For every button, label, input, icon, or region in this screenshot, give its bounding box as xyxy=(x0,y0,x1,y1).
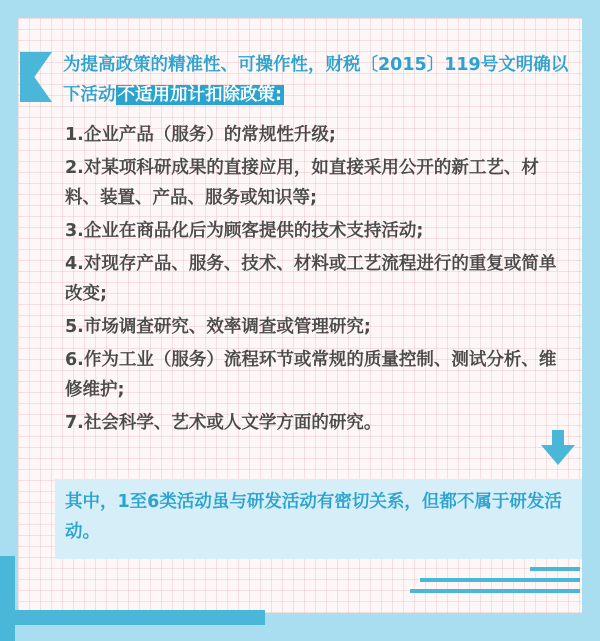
note-text: 其中，1至6类活动虽与研发活动有密切关系，但都不属于研发活动。 xyxy=(65,492,562,542)
decor-dash xyxy=(530,567,580,571)
list-item: 2.对某项科研成果的直接应用，如直接采用公开的新工艺、材料、装置、产品、服务或知识等; xyxy=(65,158,539,208)
arrow-down-icon xyxy=(541,430,575,466)
activity-list xyxy=(65,120,573,441)
decor-bar-left xyxy=(0,556,15,641)
decor-bar-bottom xyxy=(0,610,265,625)
intro-paragraph xyxy=(63,50,573,110)
list-item: 6.作为工业（服务）流程环节或常规的质量控制、测试分析、维修维护; xyxy=(65,350,557,400)
list-item: 1.企业产品（服务）的常规性升级; xyxy=(65,125,336,145)
decor-dash xyxy=(420,578,580,582)
intro-text: 为提高政策的精准性、可操作性，财税〔2015〕119号文明确以下活动 xyxy=(63,55,569,105)
list-item: 7.社会科学、艺术或人文学方面的研究。 xyxy=(65,413,382,433)
list-item: 3.企业在商品化后为顾客提供的技术支持活动; xyxy=(65,221,424,241)
list-item: 5.市场调查研究、效率调查或管理研究; xyxy=(65,317,371,337)
decor-dash xyxy=(410,589,580,593)
intro-highlight: 不适用加计扣除政策: xyxy=(117,85,282,105)
list-item: 4.对现存产品、服务、技术、材料或工艺流程进行的重复或简单改变; xyxy=(65,254,557,304)
